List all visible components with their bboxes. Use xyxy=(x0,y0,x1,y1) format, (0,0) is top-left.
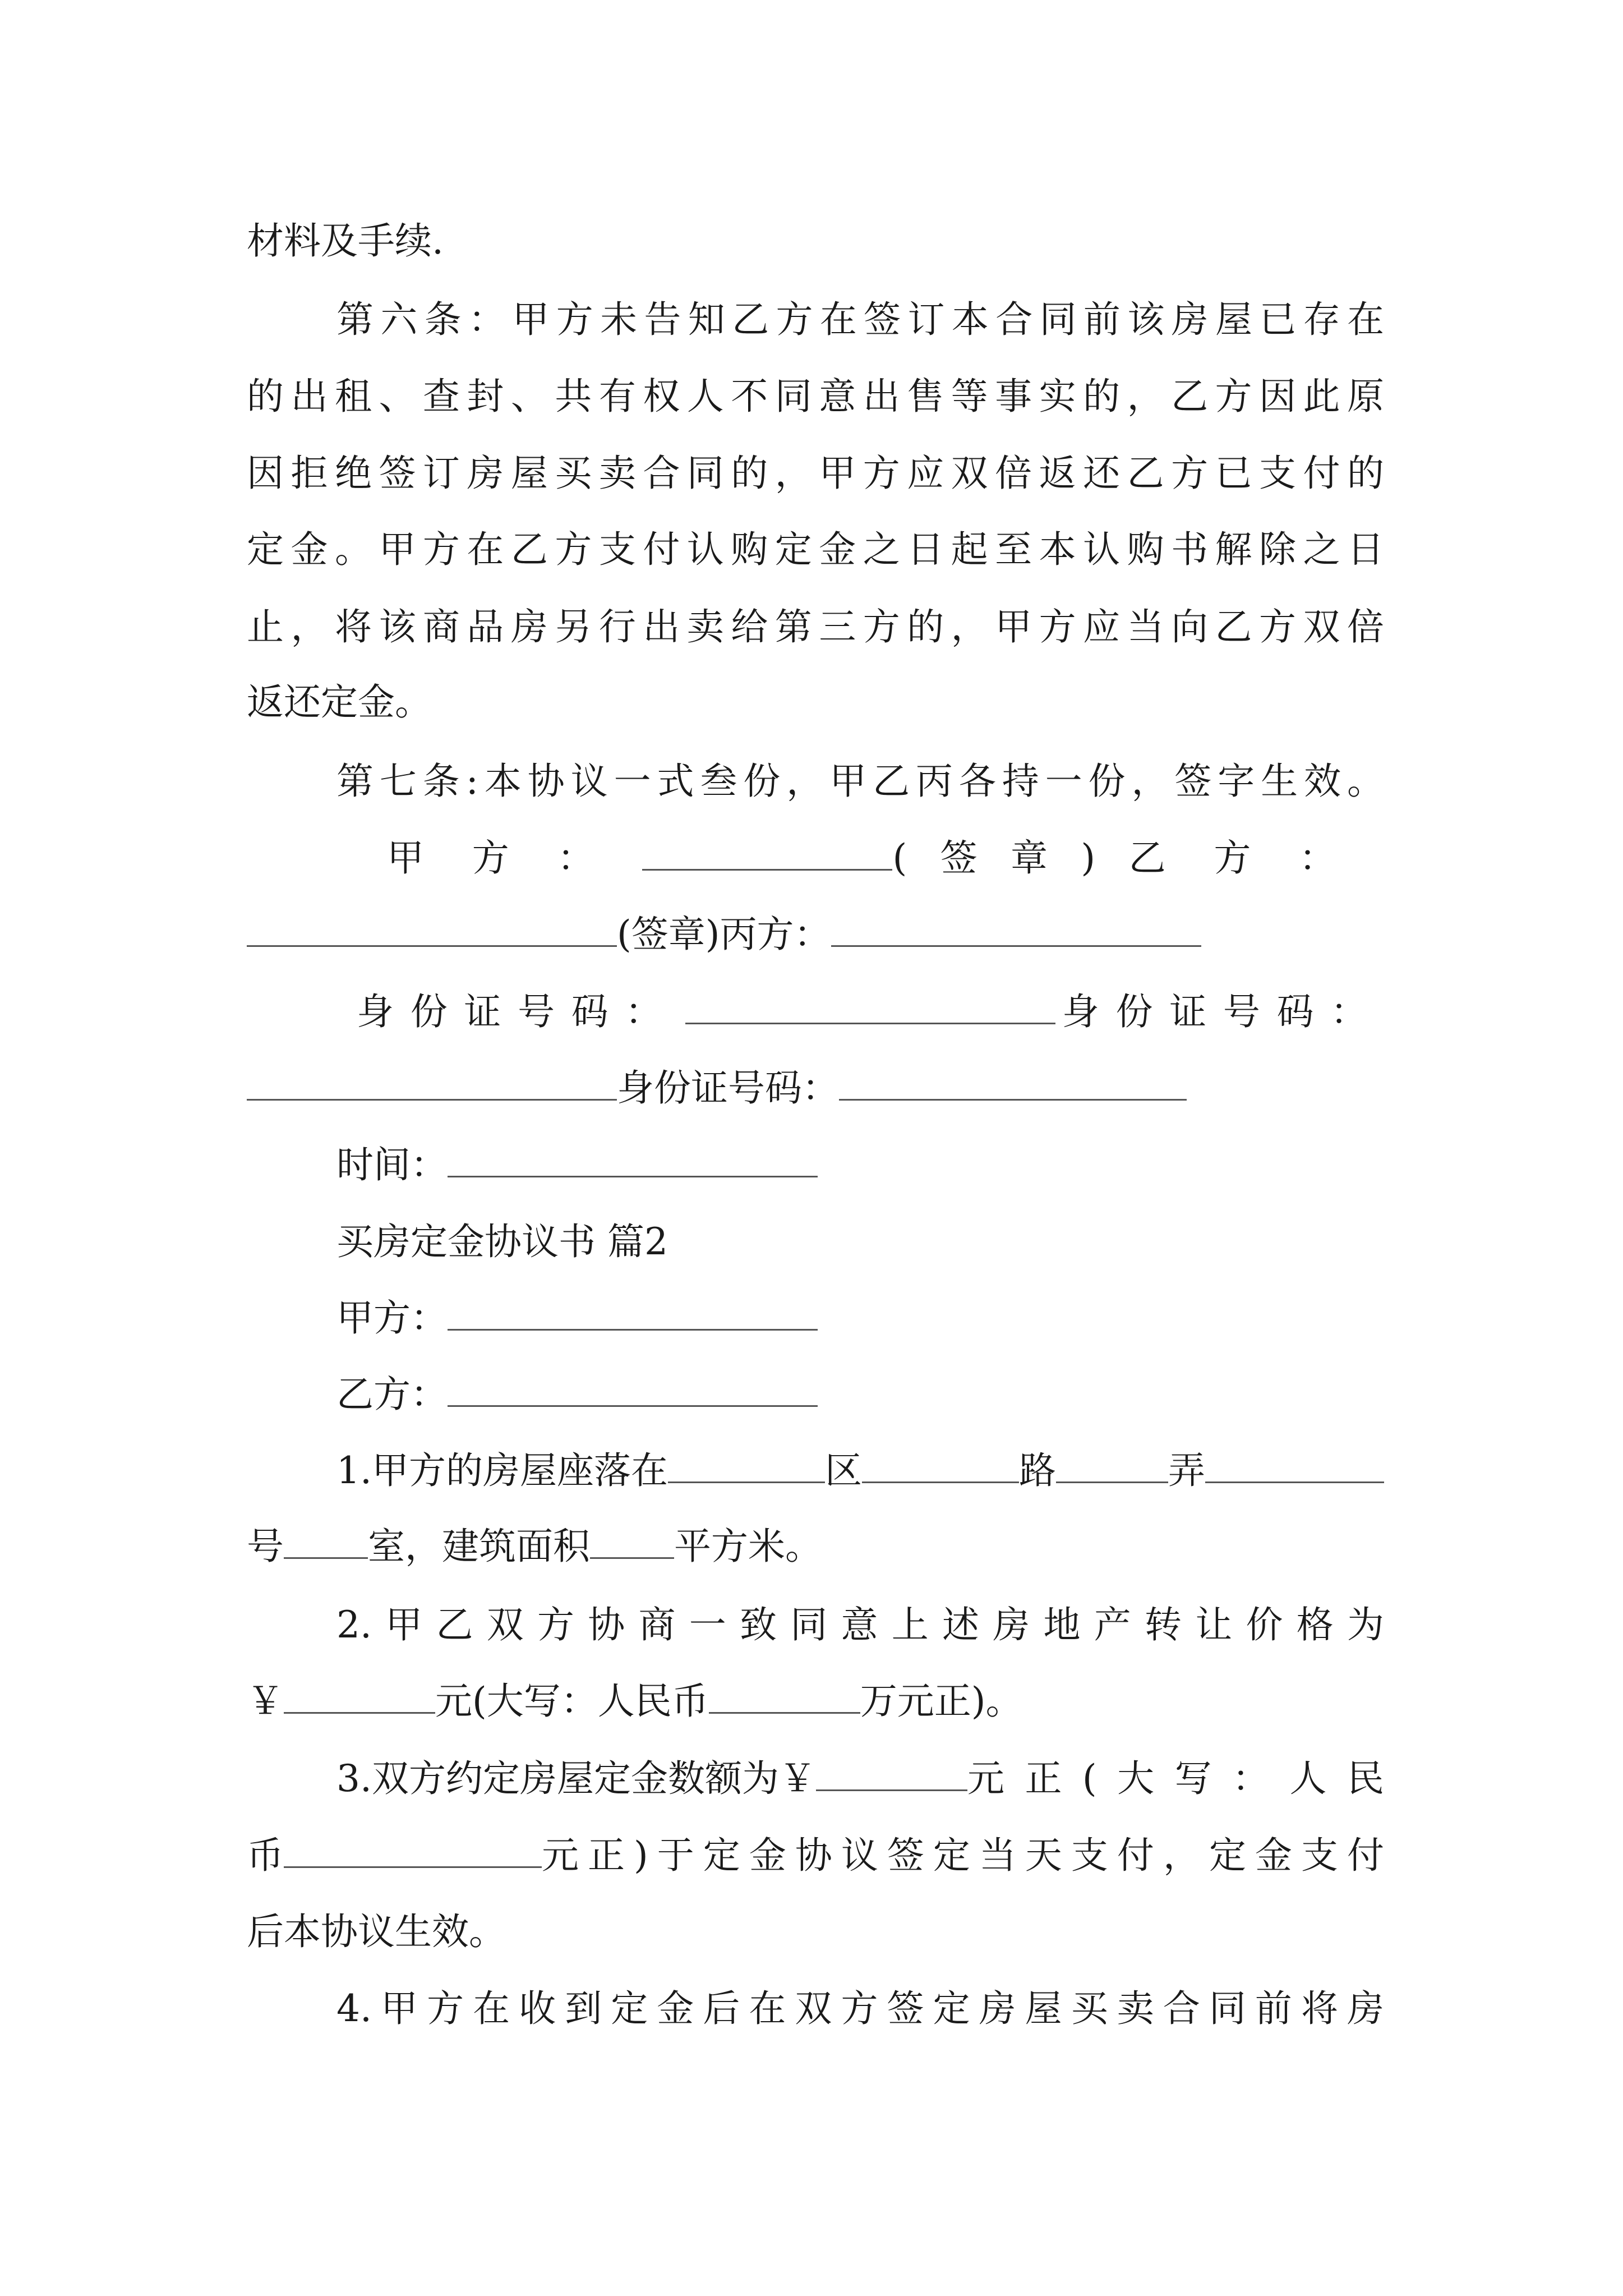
clause-text: 弄 xyxy=(1168,1449,1205,1492)
text-line: 返还定金。 xyxy=(247,680,432,724)
deposit-field[interactable] xyxy=(816,1754,967,1791)
clause-text: 区 xyxy=(824,1449,862,1492)
clause-text: 万元正)。 xyxy=(860,1680,1023,1723)
clause-1-line-1 xyxy=(336,1437,1384,1504)
party-a-line xyxy=(336,1285,1384,1352)
party-b-id-field[interactable] xyxy=(247,1064,617,1101)
article-six-line: 第六条：甲方未告知乙方在签订本合同前该房屋已存在 xyxy=(336,298,1384,341)
party-b-field[interactable] xyxy=(448,1370,818,1407)
district-field[interactable] xyxy=(668,1446,825,1483)
time-line xyxy=(336,1131,1384,1199)
section-heading: 买房定金协议书 篇2 xyxy=(336,1220,668,1263)
clause-text: 元正)于定金协议签定当天支付，定金支付 xyxy=(542,1834,1384,1877)
lane-field[interactable] xyxy=(1056,1446,1168,1483)
text-line: 因拒绝签订房屋买卖合同的，甲方应双倍返还乙方已支付的 xyxy=(247,452,1384,495)
text-line: 止，将该商品房另行出卖给第三方的，甲方应当向乙方双倍 xyxy=(247,605,1384,648)
seal-label: (签章) xyxy=(892,836,1129,880)
id-line-1 xyxy=(357,978,1384,1046)
id-number-label: 身份证号码： xyxy=(617,1066,839,1110)
time-field[interactable] xyxy=(448,1140,818,1177)
clause-4-line-1: 4.甲方在收到定金后在双方签定房屋买卖合同前将房 xyxy=(336,1987,1384,2030)
clause-text: 币 xyxy=(247,1834,284,1877)
clause-3-line-3: 后本协议生效。 xyxy=(247,1910,506,1953)
text-line: 定金。甲方在乙方支付认购定金之日起至本认购书解除之日 xyxy=(247,528,1384,571)
party-a-field[interactable] xyxy=(448,1294,818,1331)
clause-text: 路 xyxy=(1018,1449,1056,1492)
id-number-label: 身份证号码： xyxy=(357,990,679,1033)
deposit-in-words-field[interactable] xyxy=(284,1831,542,1868)
clause-text: 平方米。 xyxy=(674,1525,822,1568)
party-b-signature-field[interactable] xyxy=(247,910,617,947)
clause-text: 元正(大写：人民 xyxy=(967,1757,1384,1800)
time-label: 时间： xyxy=(336,1143,448,1186)
party-a-label: 甲方： xyxy=(336,1296,448,1340)
clause-text: 元(大写：人民币 xyxy=(435,1680,709,1723)
road-field[interactable] xyxy=(862,1446,1019,1483)
party-a-label: 甲方： xyxy=(387,836,643,880)
clause-text: 室，建筑面积 xyxy=(368,1525,590,1568)
clause-text: 1.甲方的房屋座落在 xyxy=(336,1449,668,1492)
clause-text: 3.双方约定房屋定金数额为￥ xyxy=(336,1757,816,1800)
party-c-label: 丙方： xyxy=(720,913,831,956)
text-line: 的出租、查封、共有权人不同意出售等事实的，乙方因此原 xyxy=(247,375,1384,418)
party-a-id-field[interactable] xyxy=(685,987,1055,1024)
party-c-id-field[interactable] xyxy=(839,1064,1187,1101)
party-b-label: 乙方： xyxy=(336,1373,448,1416)
seal-label: (签章) xyxy=(617,913,720,956)
signature-line-1 xyxy=(387,825,1384,892)
yuan-sign: ￥ xyxy=(247,1680,284,1723)
clause-3-line-1 xyxy=(336,1745,1384,1812)
clause-3-line-2 xyxy=(247,1822,1384,1889)
id-number-label: 身份证号码： xyxy=(1062,990,1384,1033)
party-b-label: 乙方： xyxy=(1128,836,1384,880)
clause-2-line-2 xyxy=(247,1668,1384,1735)
article-seven-line: 第七条:本协议一式叁份，甲乙丙各持一份，签字生效。 xyxy=(336,760,1384,803)
text-line: 材料及手续. xyxy=(247,219,444,263)
signature-line-2 xyxy=(247,901,1384,968)
id-line-2 xyxy=(247,1055,1384,1122)
price-in-words-field[interactable] xyxy=(709,1677,860,1714)
room-field[interactable] xyxy=(284,1522,368,1559)
area-field[interactable] xyxy=(590,1522,674,1559)
number-field[interactable] xyxy=(1205,1446,1384,1483)
party-c-signature-field[interactable] xyxy=(831,910,1201,947)
price-field[interactable] xyxy=(284,1677,435,1714)
party-b-line xyxy=(336,1361,1384,1428)
clause-1-line-2 xyxy=(247,1513,1384,1580)
party-a-signature-field[interactable] xyxy=(642,834,892,871)
clause-2-line-1: 2.甲乙双方协商一致同意上述房地产转让价格为 xyxy=(336,1603,1384,1646)
clause-text: 号 xyxy=(247,1525,284,1568)
